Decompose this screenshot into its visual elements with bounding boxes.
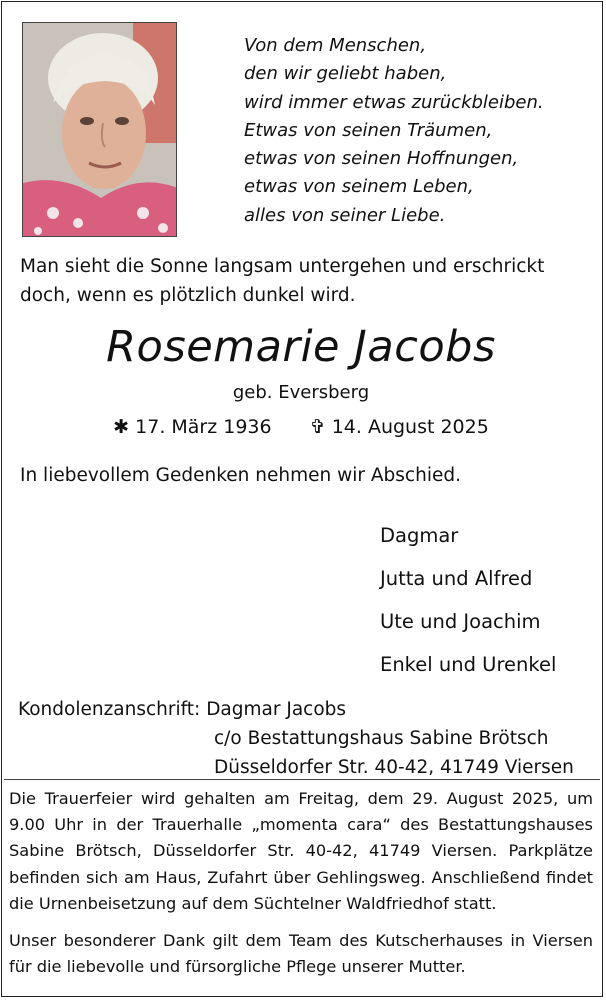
death-date-group — [310, 416, 489, 438]
poem-line: etwas von seinem Leben, — [244, 176, 474, 198]
cross-icon: ✞ — [309, 416, 326, 438]
family-member: Jutta und Alfred — [380, 567, 533, 590]
poem-line: alles von seiner Liebe. — [244, 204, 446, 226]
family-member: Ute und Joachim — [380, 610, 541, 633]
condolence-line: c/o Bestattungshaus Sabine Brötsch — [214, 728, 549, 749]
birth-name: geb. Eversberg — [232, 382, 370, 403]
poem — [244, 32, 544, 230]
condolence-address — [18, 695, 574, 782]
life-dates — [0, 416, 602, 438]
family-list — [380, 514, 556, 686]
farewell-text: In liebevollem Gedenken nehmen wir Abschied. — [20, 465, 461, 486]
poem-line: Von dem Menschen, — [244, 35, 427, 56]
star-icon: ✱ — [113, 416, 130, 438]
divider — [4, 779, 600, 780]
family-member: Enkel und Urenkel — [380, 653, 557, 676]
poem-line: Etwas von seinen Träumen, — [244, 119, 493, 141]
poem-line: etwas von seinen Hoffnungen, — [244, 148, 519, 170]
birth-date: 17. März 1936 — [135, 416, 272, 438]
family-member: Dagmar — [380, 524, 459, 547]
condolence-line: Düsseldorfer Str. 40-42, 41749 Viersen — [214, 757, 574, 778]
condolence-name: Dagmar Jacobs — [206, 699, 347, 720]
poem-line: den wir geliebt haben, — [244, 63, 447, 85]
condolence-label: Kondolenzanschrift: — [18, 699, 201, 720]
deceased-name: Rosemarie Jacobs — [106, 322, 496, 372]
thanks-text: Unser besonderer Dank gilt dem Team des Kutscherhauses in Viersen für die liebevolle und fürsorgliche Pflege unserer Mutter. — [9, 931, 593, 977]
funeral-info: Die Trauerfeier wird gehalten am Freitag, dem 29. August 2025, um 9.00 Uhr in der Trauerhalle „momenta cara“ des Bestattungshauses Sabine Brötsch, Düsseldorfer Str. 40-42, 41749 Viersen. Parkplätze befinden sich am Haus, Zufahrt über Gehlingsweg. Anschließend findet die Urnenbeisetzung auf dem Süchtelner Waldfriedhof statt. — [9, 789, 593, 913]
death-date: 14. August 2025 — [331, 416, 489, 438]
birth-date-group — [113, 416, 278, 438]
portrait-photo — [22, 22, 177, 237]
poem-line: wird immer etwas zurückbleiben. — [244, 91, 544, 113]
quote: Man sieht die Sonne langsam untergehen und erschrickt doch, wenn es plötzlich dunkel wird. — [20, 256, 545, 306]
